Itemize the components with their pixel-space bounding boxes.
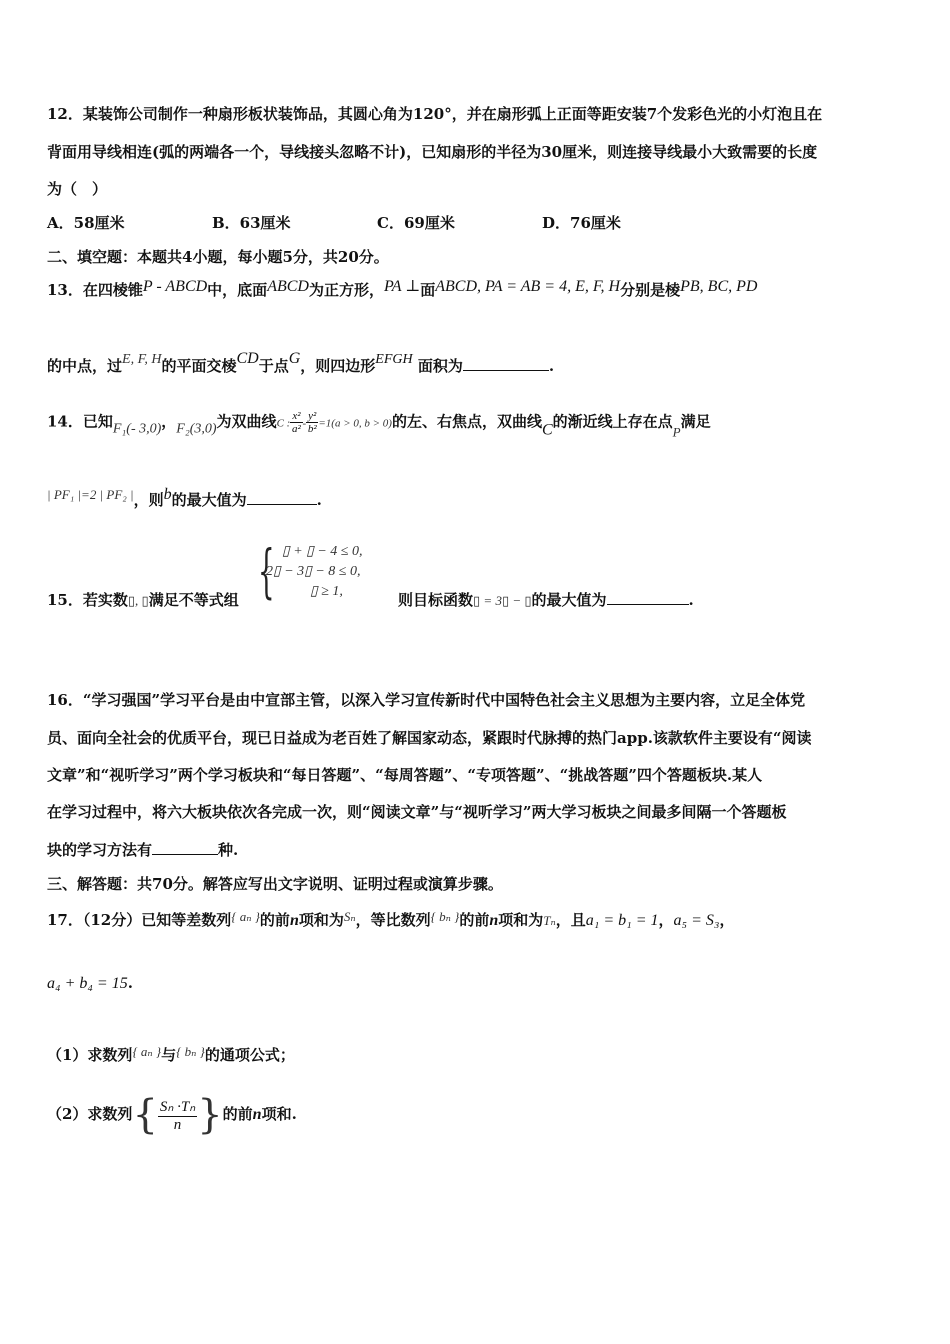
q17-math: n bbox=[289, 912, 299, 929]
q17-math: Sₙ bbox=[343, 909, 356, 924]
q12-options bbox=[47, 212, 707, 233]
q13-text: 面积为 bbox=[417, 357, 463, 375]
q14-fraction-y: $\frac{\text{y²}}{\text{b²}}$ bbox=[307, 410, 317, 435]
q13-answer-blank[interactable] bbox=[463, 356, 549, 371]
q17-math: a₅ = S₃ bbox=[673, 912, 720, 929]
q15-math: ▯ = 3▯ − ▯ bbox=[473, 593, 532, 608]
q14-math: F₁(- 3,0) bbox=[112, 421, 162, 437]
q13-text: 面 bbox=[420, 281, 436, 299]
q14-text: ， bbox=[161, 412, 177, 431]
q13-math: G bbox=[288, 350, 301, 367]
q14-text: ，则 bbox=[133, 491, 164, 509]
q15-ineq-2: 2▯ − 3▯ − 8 ≤ 0, bbox=[266, 564, 361, 579]
q14-math: C bbox=[541, 421, 553, 439]
q12-line3: 为（ ） bbox=[47, 180, 108, 198]
q16-line2: 员、面向全社会的优质平台，现已日益成为老百姓了解国家动态，紧跟时代脉搏的热门app.该款软件主要设有“阅读 bbox=[47, 729, 812, 747]
q14-text: 的最大值为 bbox=[171, 491, 247, 509]
q17-text: 的前 bbox=[222, 1105, 253, 1123]
q17-text: . bbox=[127, 974, 133, 992]
q13-text: 为正方形， bbox=[308, 281, 384, 299]
q17-line2 bbox=[47, 974, 133, 993]
q13-text: 13．在四棱锥 bbox=[47, 281, 143, 299]
q17-text: ， bbox=[658, 911, 674, 929]
q14-answer-blank[interactable] bbox=[247, 490, 317, 505]
q17-text: 项和为 bbox=[498, 911, 544, 929]
q13-line2 bbox=[47, 350, 554, 376]
q13-math: PB, BC, PD bbox=[680, 278, 758, 295]
q14-math: P bbox=[672, 424, 681, 440]
q13-math: CD bbox=[236, 350, 259, 367]
q16-line1: 16．“学习强国”学习平台是由中宣部主管，以深入学习宣传新时代中国特色社会主义思想为主要内容，立足全体党 bbox=[47, 691, 806, 709]
q13-math: ABCD bbox=[267, 278, 309, 295]
q17-text: ， bbox=[719, 911, 735, 929]
q14-text: 14．已知 bbox=[47, 412, 113, 431]
q13-text: . bbox=[548, 357, 555, 375]
q14-line2 bbox=[47, 486, 322, 510]
q17-math: a₄ + b₄ = 15 bbox=[47, 975, 128, 992]
q17-text: （1）求数列 bbox=[47, 1046, 133, 1064]
q17-text: 的通项公式； bbox=[204, 1046, 295, 1064]
q17-text: 17．（12分）已知等差数列 bbox=[47, 911, 232, 929]
q13-text: 中，底面 bbox=[207, 281, 268, 299]
q15-ineq-3: ▯ ≥ 1, bbox=[310, 584, 343, 599]
section-2-heading: 二、填空题：本题共4小题，每小题5分，共20分。 bbox=[47, 248, 389, 266]
q12-line1: 12．某装饰公司制作一种扇形板状装饰品，其圆心角为120°，并在扇形弧上正面等距安装7个发彩色光的小灯泡且在 bbox=[47, 105, 823, 123]
q14-math: C : bbox=[276, 417, 291, 430]
q15-text: 则目标函数 bbox=[398, 591, 474, 609]
q17-text: 项和. bbox=[261, 1105, 297, 1123]
q13-text: 于点 bbox=[258, 357, 289, 375]
q15-ineq-1: ▯ + ▯ − 4 ≤ 0, bbox=[282, 544, 363, 559]
q13-math: E, F, H bbox=[122, 352, 162, 367]
q17-text: ，等比数列 bbox=[355, 911, 431, 929]
left-brace-icon: { bbox=[132, 1092, 158, 1138]
q17-text: 的前 bbox=[459, 911, 490, 929]
section-3-heading: 三、解答题：共70分。解答应写出文字说明、证明过程或演算步骤。 bbox=[47, 875, 503, 893]
q17-text: 与 bbox=[161, 1046, 177, 1064]
q14-fraction-x: $\frac{\text{x²}}{\text{a²}}$ bbox=[292, 410, 301, 435]
q14-math: =1(a > 0, b > 0) bbox=[318, 417, 392, 430]
q17-text: （2）求数列 bbox=[47, 1105, 133, 1123]
q17-text: 项和为 bbox=[298, 911, 344, 929]
q14-text: 的渐近线上存在点 bbox=[552, 412, 673, 431]
q17-part2 bbox=[47, 1092, 297, 1138]
option-d: D．76厘米 bbox=[542, 214, 621, 232]
q14-text: 满足 bbox=[680, 412, 711, 431]
q17-part1 bbox=[47, 1044, 295, 1065]
option-a: A．58厘米 bbox=[47, 214, 125, 232]
q17-fraction: $\frac{\text{Sₙ ·Tₙ}}{n}$ bbox=[159, 1098, 196, 1133]
q13-line1 bbox=[47, 276, 757, 300]
option-b: B．63厘米 bbox=[212, 214, 291, 232]
q14-text: 的左、右焦点，双曲线 bbox=[391, 412, 542, 431]
q17-math: { bₙ } bbox=[176, 1044, 205, 1059]
left-brace-icon: { bbox=[258, 537, 275, 605]
q16-text: 种. bbox=[218, 841, 239, 859]
q14-text: . bbox=[316, 491, 322, 509]
q17-math: { aₙ } bbox=[231, 909, 260, 924]
q13-math: EFGH bbox=[375, 352, 413, 367]
q15-line-right bbox=[398, 589, 694, 610]
q17-math: { bₙ } bbox=[430, 909, 460, 924]
q15-answer-blank[interactable] bbox=[607, 590, 689, 605]
q13-math: PA ⊥ bbox=[383, 278, 421, 295]
option-c: C．69厘米 bbox=[377, 214, 455, 232]
q12-line2: 背面用导线相连(弧的两端各一个，导线接头忽略不计)，已知扇形的半径为30厘米，则连接导线最小大致需要的长度 bbox=[47, 143, 818, 161]
q13-math: P - ABCD bbox=[142, 278, 208, 295]
q15-text: 满足不等式组 bbox=[148, 591, 239, 609]
q17-line1 bbox=[47, 909, 734, 930]
q15-inequality-system bbox=[258, 537, 398, 605]
q17-math: a₁ = b₁ = 1 bbox=[585, 912, 659, 929]
q13-math: ABCD, PA = AB = 4, E, F, H bbox=[435, 278, 621, 295]
q16-line3: 文章”和“视听学习”两个学习板块和“每日答题”、“每周答题”、“专项答题”、“挑战答题”四个答题板块.某人 bbox=[47, 766, 763, 784]
right-brace-icon: } bbox=[197, 1092, 223, 1138]
q17-math: Tₙ bbox=[543, 913, 556, 928]
q13-text: 的中点，过 bbox=[47, 357, 123, 375]
q13-text: ，则四边形 bbox=[300, 357, 376, 375]
q17-math: n bbox=[489, 912, 499, 929]
q14-text: 为双曲线 bbox=[216, 412, 277, 431]
q13-text: 分别是棱 bbox=[620, 281, 681, 299]
q15-text: 15．若实数 bbox=[47, 591, 128, 609]
q16-line4: 在学习过程中，将六大板块依次各完成一次，则“阅读文章”与“视听学习”两大学习板块之间最多间隔一个答题板 bbox=[47, 803, 787, 821]
q14-math: F₂(3,0) bbox=[176, 421, 217, 437]
q15-text: 的最大值为 bbox=[531, 591, 607, 609]
q14-math: - bbox=[302, 417, 307, 430]
q14-line1 bbox=[47, 410, 711, 441]
q16-answer-blank[interactable] bbox=[152, 840, 218, 855]
q15-vars: ▯, ▯ bbox=[127, 593, 149, 608]
q14-math: b bbox=[163, 486, 172, 503]
q15-line bbox=[47, 589, 239, 610]
q17-math: n bbox=[252, 1106, 262, 1123]
q13-text: 的平面交棱 bbox=[161, 357, 237, 375]
q16-text: 块的学习方法有 bbox=[47, 841, 153, 859]
q17-text: 的前 bbox=[259, 911, 290, 929]
q17-math: { aₙ } bbox=[132, 1044, 162, 1059]
q15-text: . bbox=[688, 591, 694, 609]
q14-math: | PF₁ |=2 | PF₂ | bbox=[47, 487, 134, 502]
q17-text: ，且 bbox=[555, 911, 586, 929]
q16-line5 bbox=[47, 839, 238, 860]
